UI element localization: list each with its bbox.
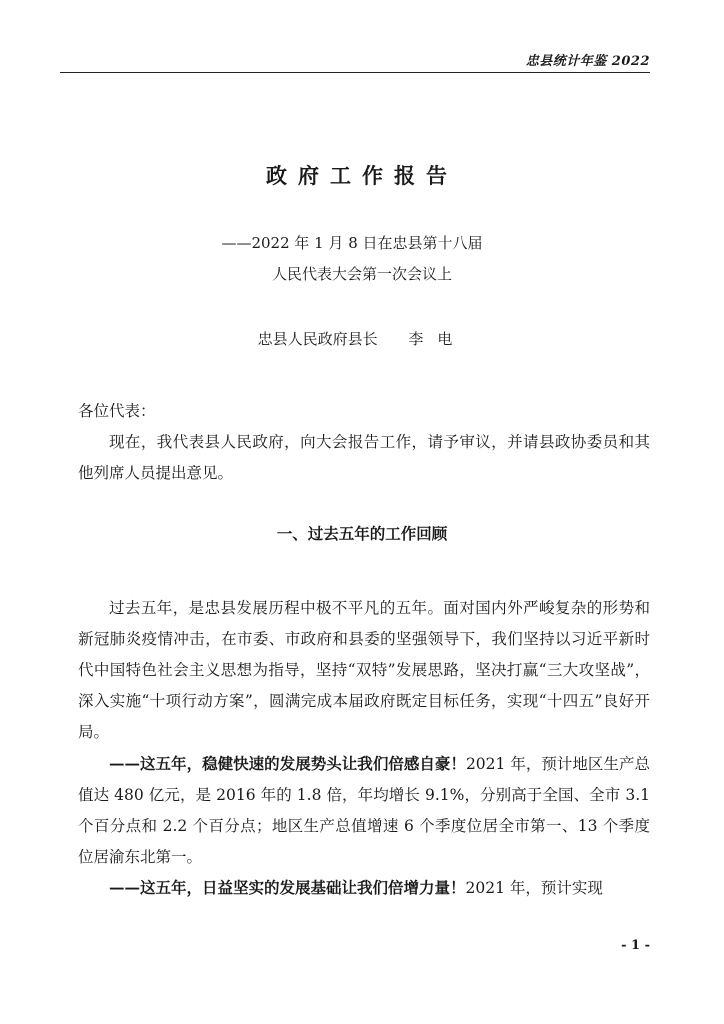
paragraph-2-text: 2021 年，预计地区生产总值达 480 亿元，是 2016 年的 1.8 倍，年均增长 9.1%，分别高于全国、全市 3.1 个百分点和 2.2 个百分点；地区生产总值增速 6 个季度位居全市第一、13 个季度位居渝东北第一。 <box>78 755 650 866</box>
paragraph-1: 过去五年，是忠县发展历程中极不平凡的五年。面对国内外严峻复杂的形势和新冠肺炎疫情冲击，在市委、市政府和县委的坚强领导下，我们坚持以习近平新时代中国特色社会主义思想为指导，坚持“双特”发展思路，坚决打赢“三大攻坚战”，深入实施“十项行动方案”，圆满完成本届政府既定目标任务，实现“十四五”良好开局。 <box>78 599 650 741</box>
salutation: 各位代表： <box>78 402 156 420</box>
page-number: - 1 - <box>621 938 650 953</box>
speaker-line <box>0 328 724 349</box>
subtitle-line-2: 人民代表大会第一次会议上 <box>271 265 452 283</box>
document-title: 政府工作报告 <box>266 163 458 188</box>
intro-paragraph: 现在，我代表县人民政府，向大会报告工作，请予审议，并请县政协委员和其他列席人员提出意见。 <box>78 433 650 482</box>
paragraph-3-text: 2021 年，预计实现 <box>465 879 603 897</box>
section-heading: 一、过去五年的工作回顾 <box>276 525 448 543</box>
speaker-title: 忠县人民政府县长 <box>257 330 378 348</box>
paragraph-2 <box>78 748 650 873</box>
paragraph-3-lead: ——这五年，日益坚实的发展基础让我们倍增力量！ <box>109 878 466 897</box>
running-header <box>60 50 650 73</box>
paragraph-2-lead: ——这五年，稳健快速的发展势头让我们倍感自豪！ <box>109 754 466 773</box>
subtitle-line-1: ——2022 年 1 月 8 日在忠县第十八届 <box>221 234 483 252</box>
paragraph-3 <box>78 872 650 904</box>
running-title: 忠县统计年鉴 2022 <box>525 54 650 69</box>
speaker-name: 李电 <box>408 330 467 348</box>
